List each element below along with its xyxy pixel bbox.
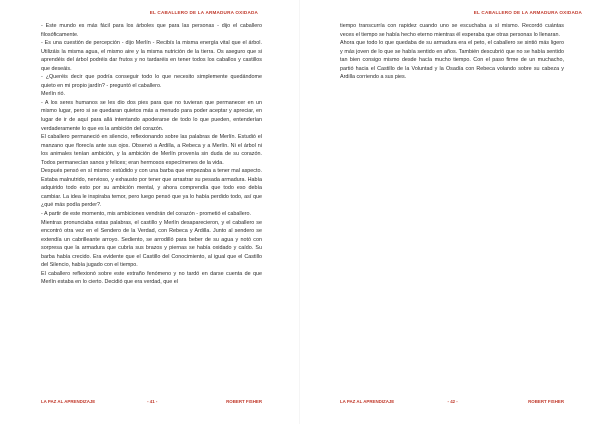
paragraph: Merlín rió. (41, 91, 65, 98)
page-footer (41, 399, 262, 405)
paragraph: - A los seres humanos se les dio dos pies para que no tuvieran que permanecer en un mismo lugar, pero si se quedaran quietos más a menudo para poder aceptar y apreciar, en lugar de ir de aquí para allá intentando apoderarse de todo lo que pueden, entenderían verdaderamente lo que es la ambición del corazón. (41, 99, 262, 132)
paragraph: - ¿Queréis decir que podría conseguir todo lo que necesito simplemente quedándome quieto en mi propio jardín? - preguntó el caballero. (41, 74, 262, 89)
paragraph: El caballero reflexionó sobre este extraño fenómeno y no tardó en darse cuenta de que Merlín estaba en lo cierto. Decidió que era verdad, que el (41, 270, 262, 286)
paragraph: Después pensó en sí mismo: estúdido y con una barba que empezaba a tener mal aspecto. Estaba malnutrido, nervioso, y exhausto por tener que arrastrar su pesada armadura. Había adquirido todo esto por su ambición mental, y ahora comprendía que todo eso debía cambiar. La idea le inspiraba temor, pero luego pensó que ya lo había perdido todo, así que ¿qué más podía perder?. (41, 168, 262, 209)
paragraph: - A partir de este momento, mis ambiciones vendrán del corazón - prometió el caballero. (41, 211, 252, 218)
footer-author: ROBERT FISHER (226, 399, 262, 404)
page-footer (340, 399, 564, 405)
footer-book-title: LA PAZ AL APRENDIZAJE (340, 399, 395, 404)
running-header: EL CABALLERO DE LA ARMADURA OXIDADA (149, 10, 258, 15)
paragraph: - Es una cuestión de percepción - dijo Merlín - Recibís la misma energía vital que el árbol. Utilizáis la misma agua, el mismo aire y la misma nutrición de la tierra. Os aseguro que si aprendéis del árbol podréis dar frutos y no tardaréis en tener todos los caballos y castillos que deseáis. (41, 40, 262, 72)
paragraph: El caballero permaneció en silencio, reflexionando sobre las palabras de Merlín. Estudió el manzano que florecía ante sus ojos. Observó a Ardilla, a Rebeca y a Merlín. Ni el árbol ni los animales tenían ambición, y la ambición de Merlín provenía sin duda de su corazón. Todos permanecían sanos y felices; eran hermosos especímenes de la vida. (41, 134, 262, 166)
page-body-text (340, 22, 564, 82)
page-body-text (41, 22, 262, 287)
paragraph: Ahora que todo lo que quedaba de su armadura era el peto, el caballero se sintió más ligero y más joven de lo que se había sentido en años. También descubrió que no se había sentido tan bien consigo mismo desde hacía mucho tiempo. Con el paso firme de un muchacho, partió hacia el Castillo de la Voluntad y la Osadía con Rebeca volando sobre su cabeza y Ardilla corriendo a sus pies. (340, 40, 564, 81)
paragraph: tiempo transcurría con rapidez cuando uno se escuchaba a sí mismo. Recordó cuántas veces el tiempo se había hecho eterno mientras él esperaba que otras personas lo llenaran. (340, 23, 564, 38)
running-header: EL CABALLERO DE LA ARMADURA OXIDADA (473, 10, 582, 15)
paragraph: - Este mundo es más fácil para los árboles que para las personas - dijo el caballero filosóficamente. (41, 23, 262, 38)
page-number: - 42 - (447, 399, 458, 404)
footer-author: ROBERT FISHER (528, 399, 564, 404)
footer-book-title: LA PAZ AL APRENDIZAJE (41, 399, 96, 404)
page-number: - 41 - (147, 399, 158, 404)
paragraph: Mientras pronunciaba estas palabras, el castillo y Merlín desaparecieron, y el caballero se encontró otra vez en el Sendero de la Verdad, con Rebeca y Ardilla. Junto al sendero se extendía un cabrilleante arroyo. Sediento, se arrodilló para beber de su agua y notó con sorpresa que la armadura que cubría sus brazos y piernas se había oxidado y caído. Su barba había crecido. Era evidente que el Castillo del Conocimiento, al igual que el Castillo del Silencio, había jugado con el tiempo. (41, 219, 262, 269)
right-page (300, 0, 600, 424)
